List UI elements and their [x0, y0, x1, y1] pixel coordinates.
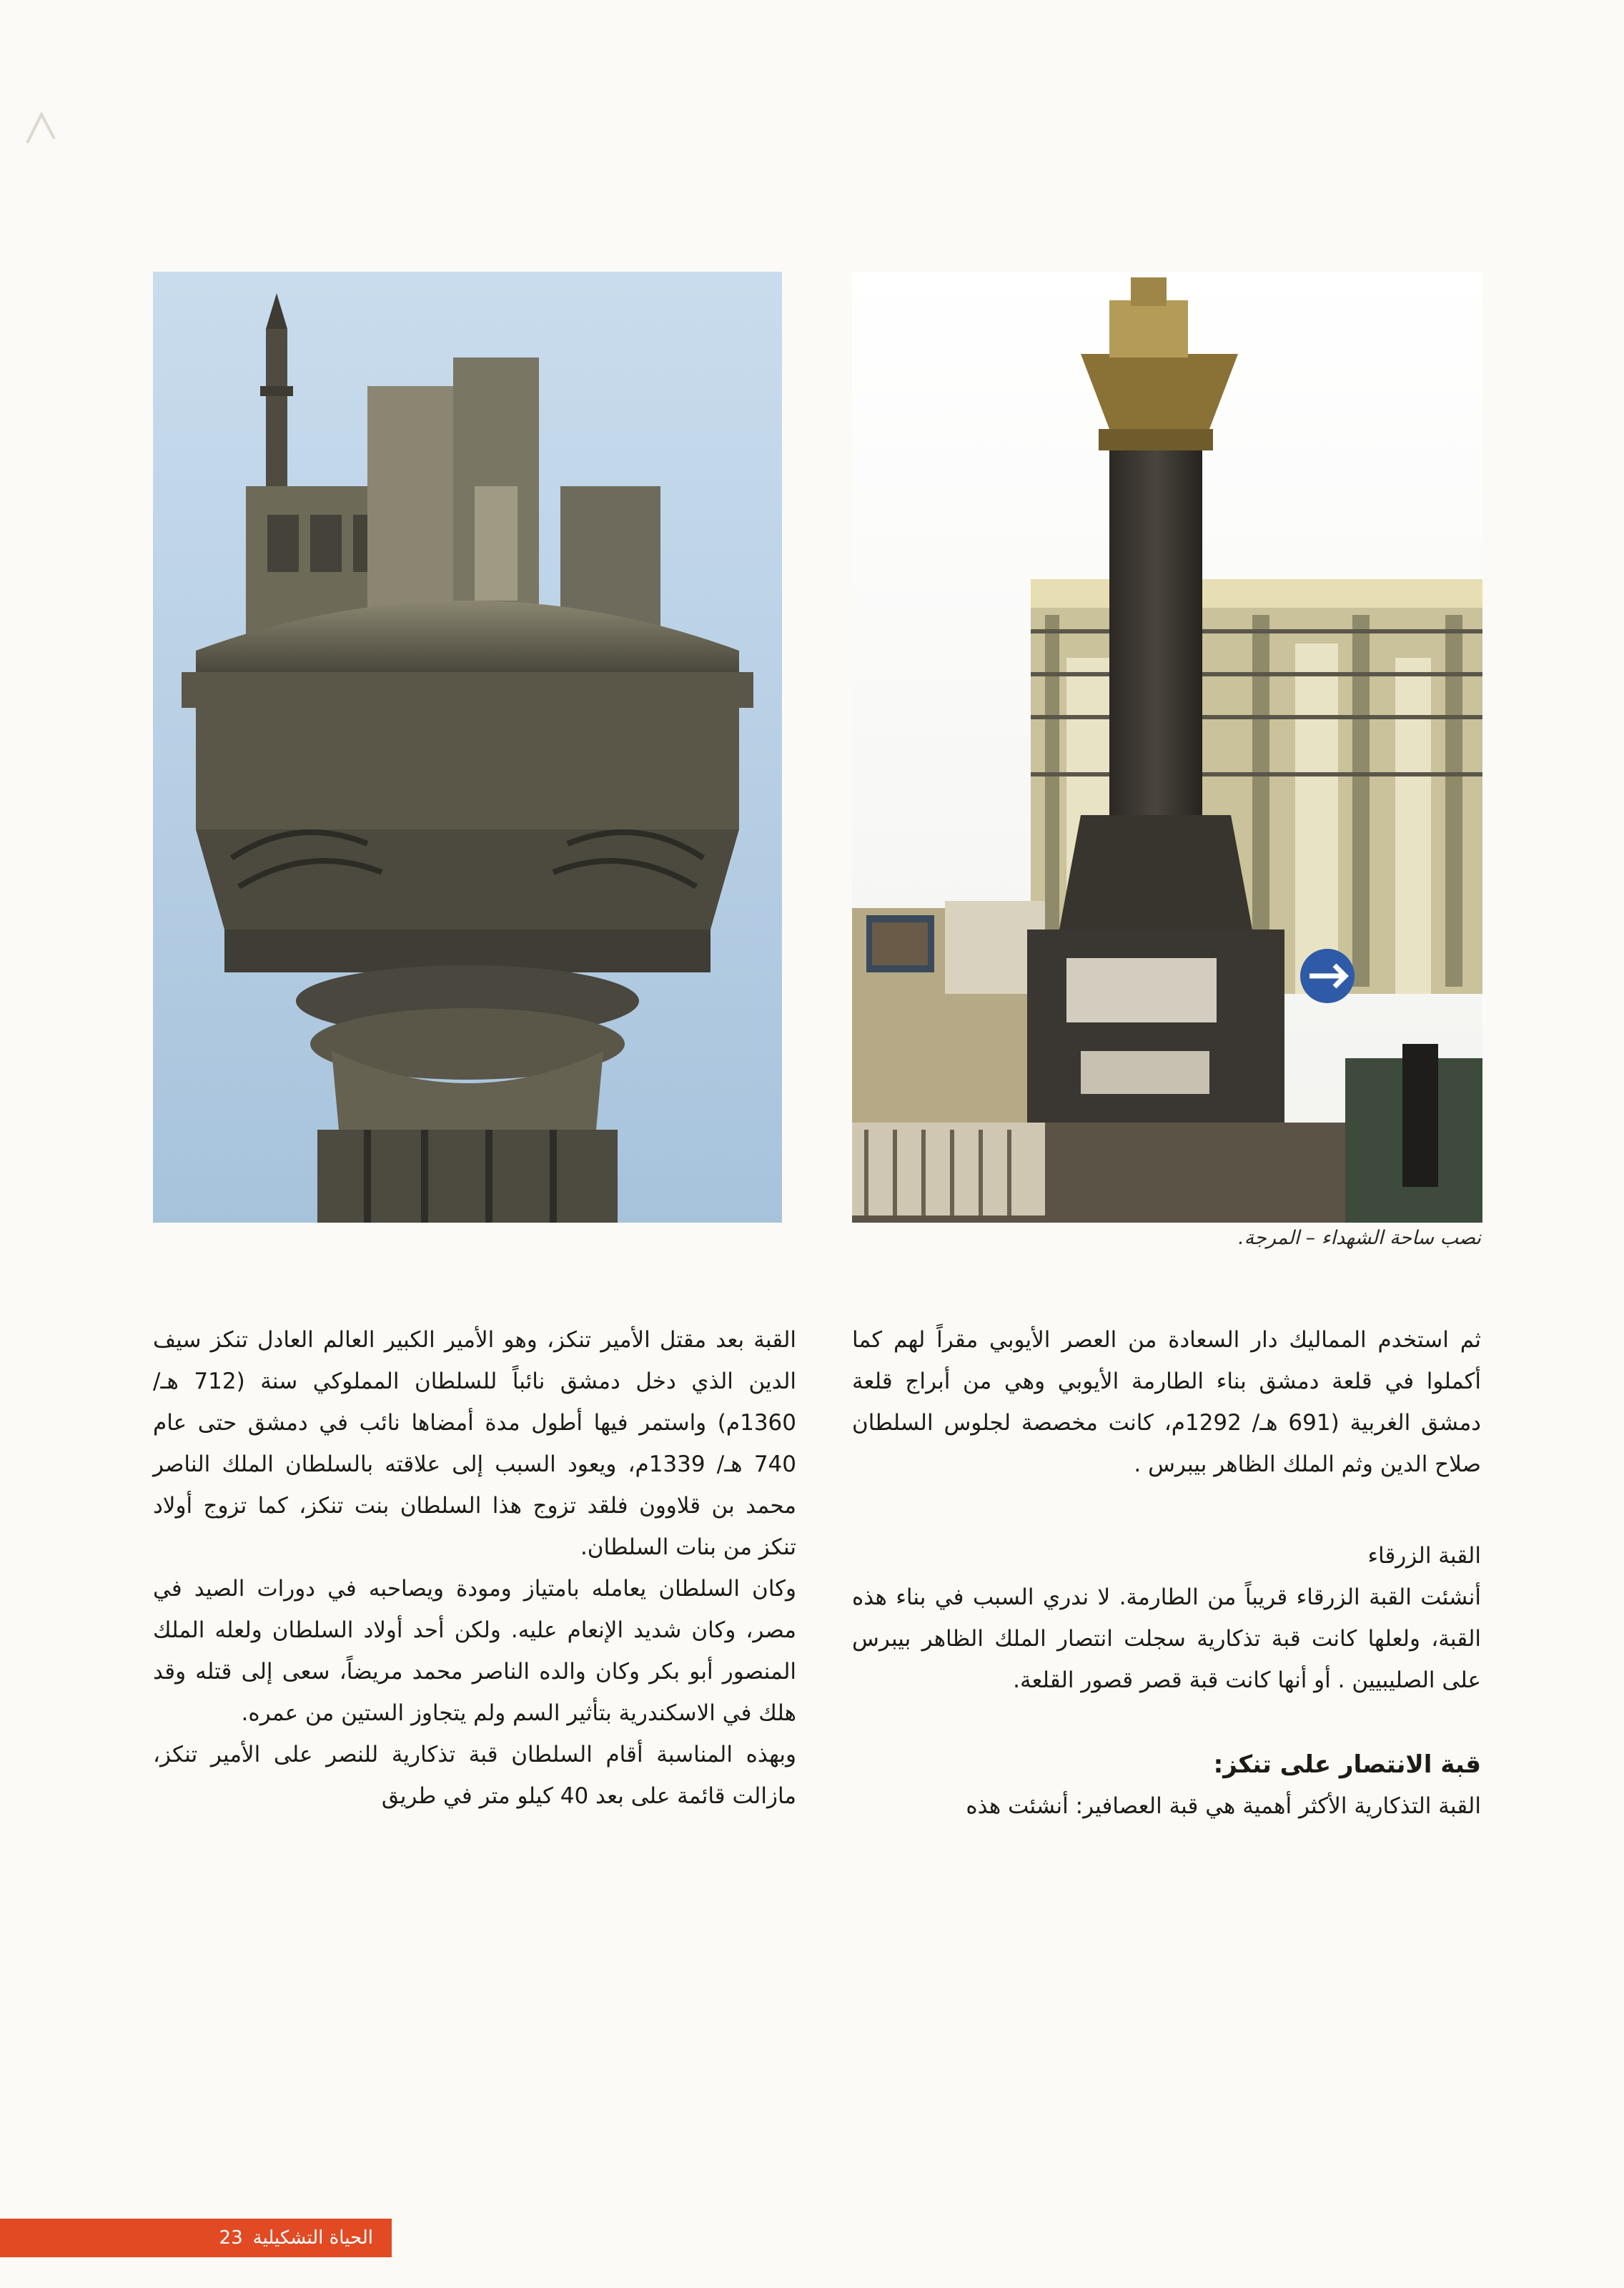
photo-monument-capital-closeup — [153, 272, 782, 1223]
paragraph: وبهذه المناسبة أقام السلطان قبة تذكارية للنصر على الأمير تنكز، مازالت قائمة على بعد 40 كيلو متر في طريق — [153, 1742, 796, 1809]
footer-bar — [0, 2219, 392, 2257]
right-text-column — [852, 1319, 1481, 1827]
subheading-victory-dome: قبة الانتصار على تنكز: — [1213, 1750, 1481, 1779]
left-text-column — [153, 1319, 796, 1817]
photo-martyrs-square-monument — [852, 272, 1482, 1223]
paragraph: ثم استخدم المماليك دار السعادة من العصر الأيوبي مقراً لهم كما أكملوا في قلعة دمشق بناء الطارمة الأيوبي وهي من أبراج قلعة دمشق الغربية (691 هـ/ 1292م، كانت مخصصة لجلوس السلطان صلاح الدين وثم الملك الظاهر بيبرس . — [852, 1327, 1481, 1477]
subheading-blue-dome: القبة الزرقاء — [1367, 1543, 1481, 1569]
paragraph: القبة التذكارية الأكثر أهمية هي قبة العصافير: أنشئت هذه — [966, 1793, 1481, 1819]
paragraph: وكان السلطان يعامله بامتياز ومودة ويصاحبه في دورات الصيد في مصر، وكان شديد الإنعام عليه. ولكن أحد أولاد السلطان ولعله الملك المنصور أبو بكر وكان والده الناصر محمد مريضاً، سعى إلى قتله وقد هلك في الاسكندرية بتأثير السم ولم يتجاوز الستين من عمره. — [153, 1576, 796, 1726]
paragraph: القبة بعد مقتل الأمير تنكز، وهو الأمير الكبير العالم العادل تنكز سيف الدين الذي دخل دمشق نائباً للسلطان المملوكي سنة (712 هـ/ 1360م) واستمر فيها أطول مدة أمضاها نائب في دمشق حتى عام 740 هـ/ 1339م، ويعود السبب إلى علاقته بالسلطان الملك الناصر محمد بن قلاوون فلقد تزوج هذا السلطان بنت تنكز، كما تزوج أولاد تنكز من بنات السلطان. — [153, 1327, 796, 1560]
paragraph: أنشئت القبة الزرقاء قريباً من الطارمة. لا ندري السبب في بناء هذه القبة، ولعلها كانت قبة تذكارية سجلت انتصار الملك الظاهر بيبرس على الصليبيين . أو أنها كانت قبة قصر قصور القلعة. — [852, 1584, 1481, 1693]
page-number: 23 — [219, 2227, 243, 2249]
magazine-name: الحياة التشكيلية — [252, 2227, 373, 2249]
photo-caption: نصب ساحة الشهداء – المرجة. — [1238, 1227, 1481, 1249]
corner-mark — [20, 107, 63, 150]
